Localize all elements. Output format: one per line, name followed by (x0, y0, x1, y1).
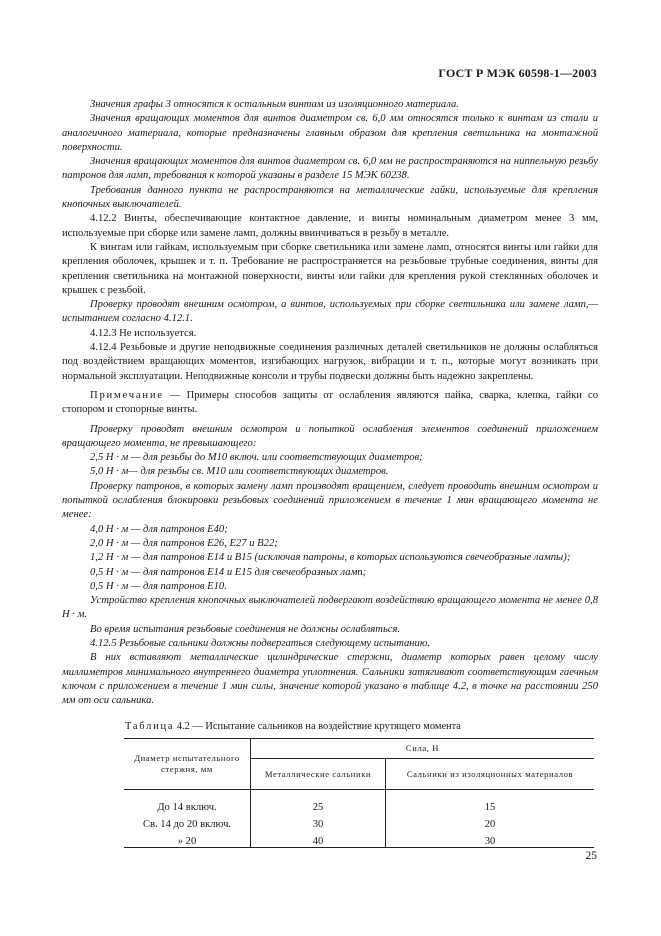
cell-metal: 40 (251, 830, 386, 848)
paragraph: Значения вращающих моментов для винтов диаметром св. 6,0 мм относятся только к винтам из стали и аналогичного материала, которые предназначены главным образом для крепления светильника на монтажной поверхности. (62, 113, 598, 153)
header-metal-glands: Металлические сальники (251, 759, 386, 790)
list-item: 4,0 Н · м — для патронов Е40; (90, 523, 228, 535)
table-caption-label: Таблица (125, 721, 175, 733)
table-caption (62, 720, 598, 734)
paragraph: Значения вращающих моментов для винтов диаметром св. 6,0 мм не распространяются на ниппельную резьбу патронов для ламп, требования к которой указаны в разделе 15 МЭК 60238. (62, 156, 598, 182)
note-text: Примеры способов защиты от ослабления являются пайка, сварка, клепка, гайки со стопором и стопорные винты. (62, 389, 598, 416)
list-item: 5,0 Н · м— для резьбы св. М10 или соответствующих диаметров. (90, 466, 389, 478)
cell-metal: 25 (251, 790, 386, 814)
paragraph: Устройство крепления кнопочных выключателей подвергают воздействию вращающего момента не менее 0,8 Н · м. (62, 595, 598, 621)
list-item: 2,0 Н · м — для патронов Е26, Е27 и В22; (90, 537, 278, 549)
table-4-2 (124, 738, 594, 848)
table-row (124, 790, 594, 814)
clause-4-12-4: 4.12.4 Резьбовые и другие неподвижные соединения различных деталей светильников не должны ослабляться под воздействием вращающих моментов, изгибающих нагрузок, вибрации и т. п., которые могут возникать при нормальной эксплуатации. Неподвижные консоли и трубы подвески должны быть надежно закреплены. (62, 342, 598, 382)
note-label: Примечание (90, 389, 164, 401)
note-dash: — (163, 389, 187, 401)
paragraph: Проверку проводят внешним осмотром и попыткой ослабления элементов соединений приложением вращающего момента, не превышающего: (62, 423, 598, 449)
header-diameter: Диаметр испытательного стержня, мм (124, 739, 251, 790)
cell-diameter: Св. 14 до 20 включ. (142, 819, 232, 830)
clause-4-12-3: 4.12.3 Не используется. (90, 327, 197, 339)
clause-4-12-2: 4.12.2 Винты, обеспечивающие контактное давление, и винты номинальным диаметром менее 3 мм, используемые при сборке или замене ламп, должны ввинчиваться в резьбу в металле. (62, 213, 598, 239)
page-body (62, 98, 598, 735)
paragraph: В них вставляют металлические цилиндрические стержни, диаметр которых равен целому числу миллиметров минимального внутреннего диаметра уплотнения. Сальники затягивают соответствующим гаечным ключом с приложением в течение 1 мин силы, значение которой указано в таблице 4.2, в точке на расстоянии 250 мм от оси сальника. (62, 652, 598, 707)
cell-diameter: » 20 (124, 830, 251, 848)
paragraph: Проверку патронов, в которых замену ламп производят вращением, следует проводить внешним осмотром и попыткой ослабления блокировки резьбовых соединений приложением в течение 1 мин вращающего момента не менее: (62, 480, 598, 521)
paragraph: Проверку проводят внешним осмотром, а винтов, используемых при сборке светильника или замене ламп,— испытанием согласно 4.12.1. (62, 299, 598, 325)
document-header: ГОСТ Р МЭК 60598-1—2003 (438, 66, 597, 80)
table-row (124, 813, 594, 830)
cell-metal: 30 (251, 813, 386, 830)
table-caption-text: 4.2 — Испытание сальников на воздействие крутящего момента (174, 721, 461, 733)
cell-insulating: 20 (386, 813, 595, 830)
paragraph: Значения графы 3 относятся к остальным винтам из изоляционного материала. (90, 99, 459, 110)
paragraph: К винтам или гайкам, используемым при сборке светильника или замене ламп, относятся винты или гайки для крепления оболочек, крышек и т. п. Требование не распространяется на резьбовые трубные соединения, винты для крепления светильника на монтажной поверхности, винты или гайки для крепления рукой стеклянных оболочек и крышек с резьбой. (62, 241, 598, 296)
paragraph: Во время испытания резьбовые соединения не должны ослабляться. (90, 623, 401, 635)
cell-insulating: 15 (386, 790, 595, 814)
header-insulating-glands: Сальники из изоляционных материалов (386, 759, 595, 790)
cell-diameter: До 14 включ. (157, 802, 217, 813)
list-item: 2,5 Н · м — для резьбы до М10 включ. или соответствующих диаметров; (90, 452, 423, 464)
clause-4-12-5: 4.12.5 Резьбовые сальники должны подвергаться следующему испытанию. (90, 637, 430, 649)
list-item: 1,2 Н · м — для патронов Е14 и В15 (исключая патроны, в которых используются свечеобразные лампы); (90, 552, 571, 564)
list-item: 0,5 Н · м — для патронов Е14 и Е15 для свечеобразных ламп; (90, 566, 367, 578)
cell-insulating: 30 (386, 830, 595, 848)
note (62, 389, 598, 418)
header-force: Сила, Н (251, 739, 595, 759)
table-row (124, 830, 594, 848)
paragraph: Требования данного пункта не распространяются на металлические гайки, используемые для крепления кнопочных выключателей. (62, 184, 598, 211)
list-item: 0,5 Н · м — для патронов Е10. (90, 580, 227, 592)
page-number: 25 (585, 850, 597, 862)
